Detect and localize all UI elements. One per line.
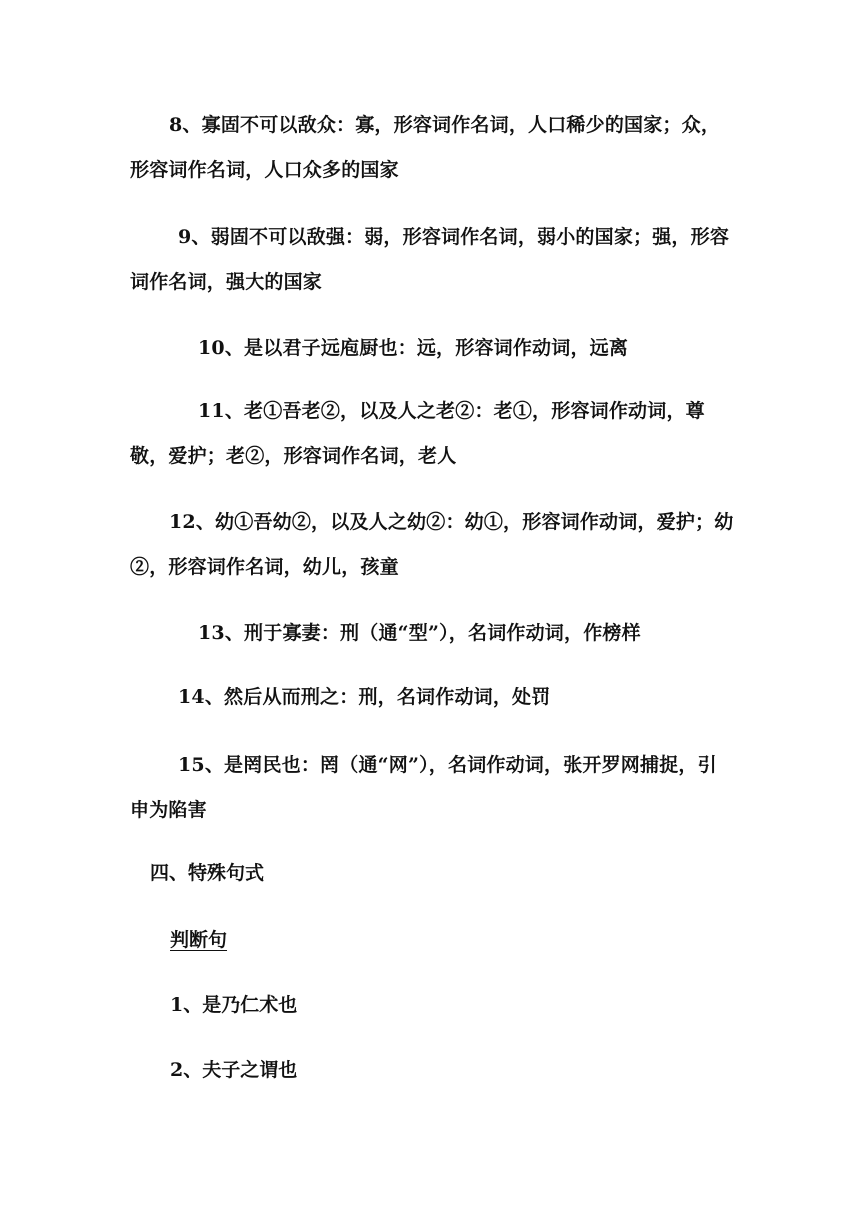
paragraph-item-8: 8、寡固不可以敌众：寡，形容词作名词，人口稀少的国家；众，形容词作名词，人口众多的国家 (130, 114, 721, 181)
section-heading: 四、特殊句式 (150, 862, 265, 884)
subheading-judgment-sentences: 判断句 (170, 929, 228, 951)
judgment-item-2: 2、夫子之谓也 (170, 1059, 298, 1081)
paragraph-item-14: 14、然后从而刑之：刑，名词作动词，处罚 (178, 686, 551, 708)
paragraph-item-10: 10、是以君子远庖厨也：远，形容词作动词，远离 (198, 337, 629, 359)
paragraph-item-11: 11、老①吾老②，以及人之老②：老①，形容词作动词，尊敬，爱护；老②，形容词作名词，老人 (130, 400, 705, 467)
paragraph-item-15: 15、是罔民也：罔（通“网”），名词作动词，张开罗网捕捉，引申为陷害 (130, 754, 717, 821)
judgment-item-1: 1、是乃仁术也 (170, 994, 298, 1016)
paragraph-item-13: 13、刑于寡妻：刑（通“型”），名词作动词，作榜样 (198, 622, 641, 644)
paragraph-item-9: 9、弱固不可以敌强：弱，形容词作名词，弱小的国家；强，形容词作名词，强大的国家 (130, 226, 730, 293)
paragraph-item-12: 12、幼①吾幼②，以及人之幼②：幼①，形容词作动词，爱护；幼②，形容词作名词，幼儿，孩童 (130, 511, 734, 578)
